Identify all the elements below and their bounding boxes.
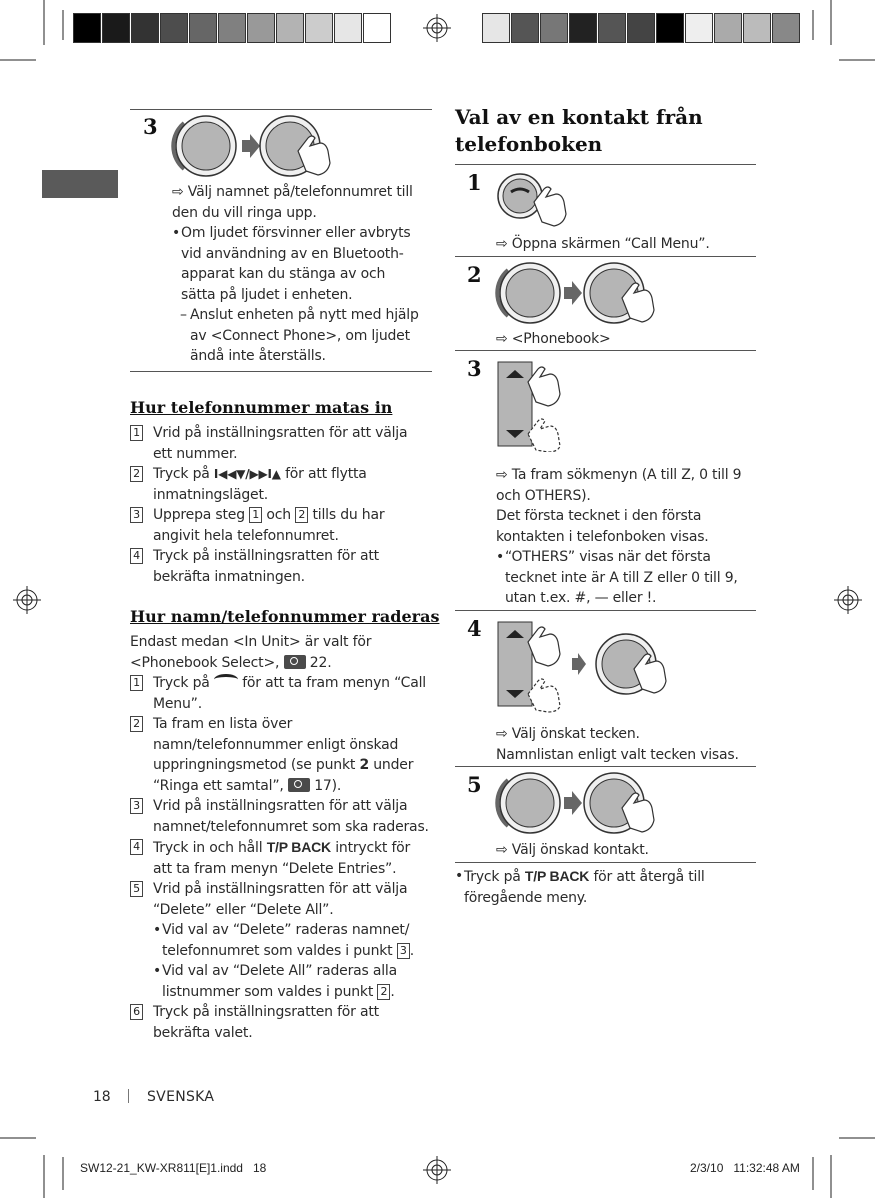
color-swatch	[627, 13, 655, 43]
color-swatch	[598, 13, 626, 43]
section-heading: Hur telefonnummer matas in	[130, 398, 393, 417]
color-swatch	[276, 13, 304, 43]
color-swatch	[511, 13, 539, 43]
list-item: 1 Vrid på inställningsratten för att välja ett nummer.	[130, 423, 428, 464]
step-number: 3	[143, 114, 158, 139]
color-swatch	[743, 13, 771, 43]
list-item: 2 Tryck på I◀◀▼/▶▶I▲ för att flytta inmatningsläget.	[130, 464, 428, 505]
registration-mark-right	[834, 586, 862, 614]
result-arrow-icon: ⇨	[172, 184, 188, 200]
color-swatch	[218, 13, 246, 43]
reference-icon	[284, 655, 306, 669]
step-number: 3	[467, 356, 482, 381]
select-character-illustration	[494, 616, 674, 716]
color-swatch	[363, 13, 391, 43]
color-swatch	[247, 13, 275, 43]
registration-mark-top	[423, 14, 451, 42]
step-number: 4	[467, 616, 482, 641]
list-item: 3 Upprepa steg 1 och 2 tills du har angivit hela telefonnumret.	[130, 505, 428, 546]
sub-bullet: • Vid val av “Delete” raderas namnet/ telefonnumret som valdes i punkt 3 .	[153, 922, 415, 959]
reference-icon	[288, 778, 310, 792]
language-label: SVENSKA	[147, 1089, 215, 1105]
list-item: 3 Vrid på inställningsratten för att välja namnet/telefonnumret som ska raderas.	[130, 796, 430, 837]
phone-button-icon	[214, 674, 238, 685]
step5-result: ⇨ Välj önskad kontakt.	[496, 842, 649, 858]
language-tab	[42, 170, 118, 198]
color-swatch	[131, 13, 159, 43]
result-arrow-icon: ⇨	[496, 236, 512, 252]
list-item: 6 Tryck på inställningsratten för att bekräfta valet.	[130, 1002, 430, 1043]
footnote: • Tryck på T/P BACK för att återgå till föregående meny.	[455, 868, 705, 906]
result-arrow-icon: ⇨	[496, 331, 512, 347]
color-swatch	[334, 13, 362, 43]
registration-mark-left	[13, 586, 41, 614]
result-arrow-icon: ⇨	[496, 467, 512, 483]
step2-result: ⇨ <Phonebook>	[496, 331, 611, 347]
list-item: 5 Vrid på inställningsratten för att välja “Delete” eller “Delete All”. • Vid val av “Delete” raderas namnet/ telefonnumret som valdes i punkt 3 . • Vid val av “Delete All” raderas alla listnummer som valdes i punkt 2 .	[130, 879, 430, 1002]
step3-bullet: • Om ljudet försvinner eller avbryts vid användning av en Bluetooth-apparat kan du stänga av och sätta på ljudet i enheten.	[172, 225, 411, 303]
step3-result: ⇨ Välj namnet på/telefonnumret till den du vill ringa upp.	[172, 184, 413, 221]
color-swatch	[540, 13, 568, 43]
step3-dash: – Anslut enheten på nytt med hjälp av <Connect Phone>, om ljudet ändå inte återställs.	[180, 307, 419, 364]
step-number: 5	[467, 772, 482, 797]
knob-turn-illustration	[170, 113, 340, 179]
list-item: 1 Tryck på för att ta fram menyn “Call Menu”.	[130, 673, 430, 714]
enter-list	[130, 423, 428, 587]
print-date: 2/3/10 11:32:48 AM	[690, 1161, 800, 1175]
delete-section: Endast medan <In Unit> är valt för <Phonebook Select>, 22. 1 Tryck på för att ta fram menyn “Call Menu”. 2 Ta fram en lista över namn/telefonnummer enligt önskad uppringningsmetod (se punkt 2 under “Ringa ett samtal”, 17). 3 Vrid på inställningsratten för att välja namnet/telefonnumret som ska raderas. 4 Tryck in och håll T/P BACK intryckt för att ta fram menyn “Delete Entries”. 5 Vrid på inställningsratten för att välja “Delete” eller “Delete All”. • Vid val av “Delete” raderas namnet/ telefonnumret som valdes i punkt 3 . • Vid val av “Delete All” raderas alla listnummer som valdes i punkt 2 . 6 Tryck på inställningsratten för att bekräfta valet.	[130, 632, 430, 1043]
color-swatch	[189, 13, 217, 43]
color-swatch	[73, 13, 101, 43]
color-swatch	[305, 13, 333, 43]
color-swatch	[160, 13, 188, 43]
color-swatch	[569, 13, 597, 43]
step4-result: ⇨ Välj önskat tecken. Namnlistan enligt valt tecken visas.	[496, 726, 739, 763]
color-swatch	[714, 13, 742, 43]
list-item: 2 Ta fram en lista över namn/telefonnummer enligt önskad uppringningsmetod (se punkt 2 under “Ringa ett samtal”, 17).	[130, 714, 430, 796]
phone-button-illustration	[494, 172, 579, 232]
color-swatch	[656, 13, 684, 43]
file-name: SW12-21_KW-XR811[E]1.indd 18	[80, 1161, 267, 1175]
knob-confirm-illustration	[494, 770, 664, 836]
step-number: 1	[467, 170, 482, 195]
page-number: 18	[93, 1089, 111, 1105]
color-swatch	[482, 13, 510, 43]
list-item: 4 Tryck på inställningsratten för att bekräfta inmatningen.	[130, 546, 428, 587]
up-down-buttons-illustration	[494, 356, 574, 452]
color-swatch	[772, 13, 800, 43]
page-title: Val av en kontakt från telefonboken	[455, 105, 703, 156]
registration-mark-bottom	[423, 1156, 451, 1184]
footer-divider	[128, 1089, 129, 1103]
result-arrow-icon: ⇨	[496, 842, 512, 858]
color-swatch	[102, 13, 130, 43]
color-swatch	[685, 13, 713, 43]
step3-result: ⇨ Ta fram sökmenyn (A till Z, 0 till 9 och OTHERS). Det första tecknet i den första kontakten i telefonboken visas. • “OTHERS” visas när det första tecknet inte är A till Z eller 0 till 9, utan t.ex. #, — eller !.	[496, 467, 742, 606]
list-item: 4 Tryck in och håll T/P BACK intryckt för att ta fram menyn “Delete Entries”.	[130, 837, 430, 879]
sub-bullet: • Vid val av “Delete All” raderas alla listnummer som valdes i punkt 2 .	[153, 963, 397, 1000]
seek-buttons-icon: I◀◀▼/▶▶I▲	[213, 467, 281, 481]
step1-result: ⇨ Öppna skärmen “Call Menu”.	[496, 236, 710, 252]
result-arrow-icon: ⇨	[496, 726, 512, 742]
knob-press-illustration	[494, 260, 664, 326]
step-number: 2	[467, 262, 482, 287]
section-heading: Hur namn/telefonnummer raderas	[130, 607, 440, 626]
